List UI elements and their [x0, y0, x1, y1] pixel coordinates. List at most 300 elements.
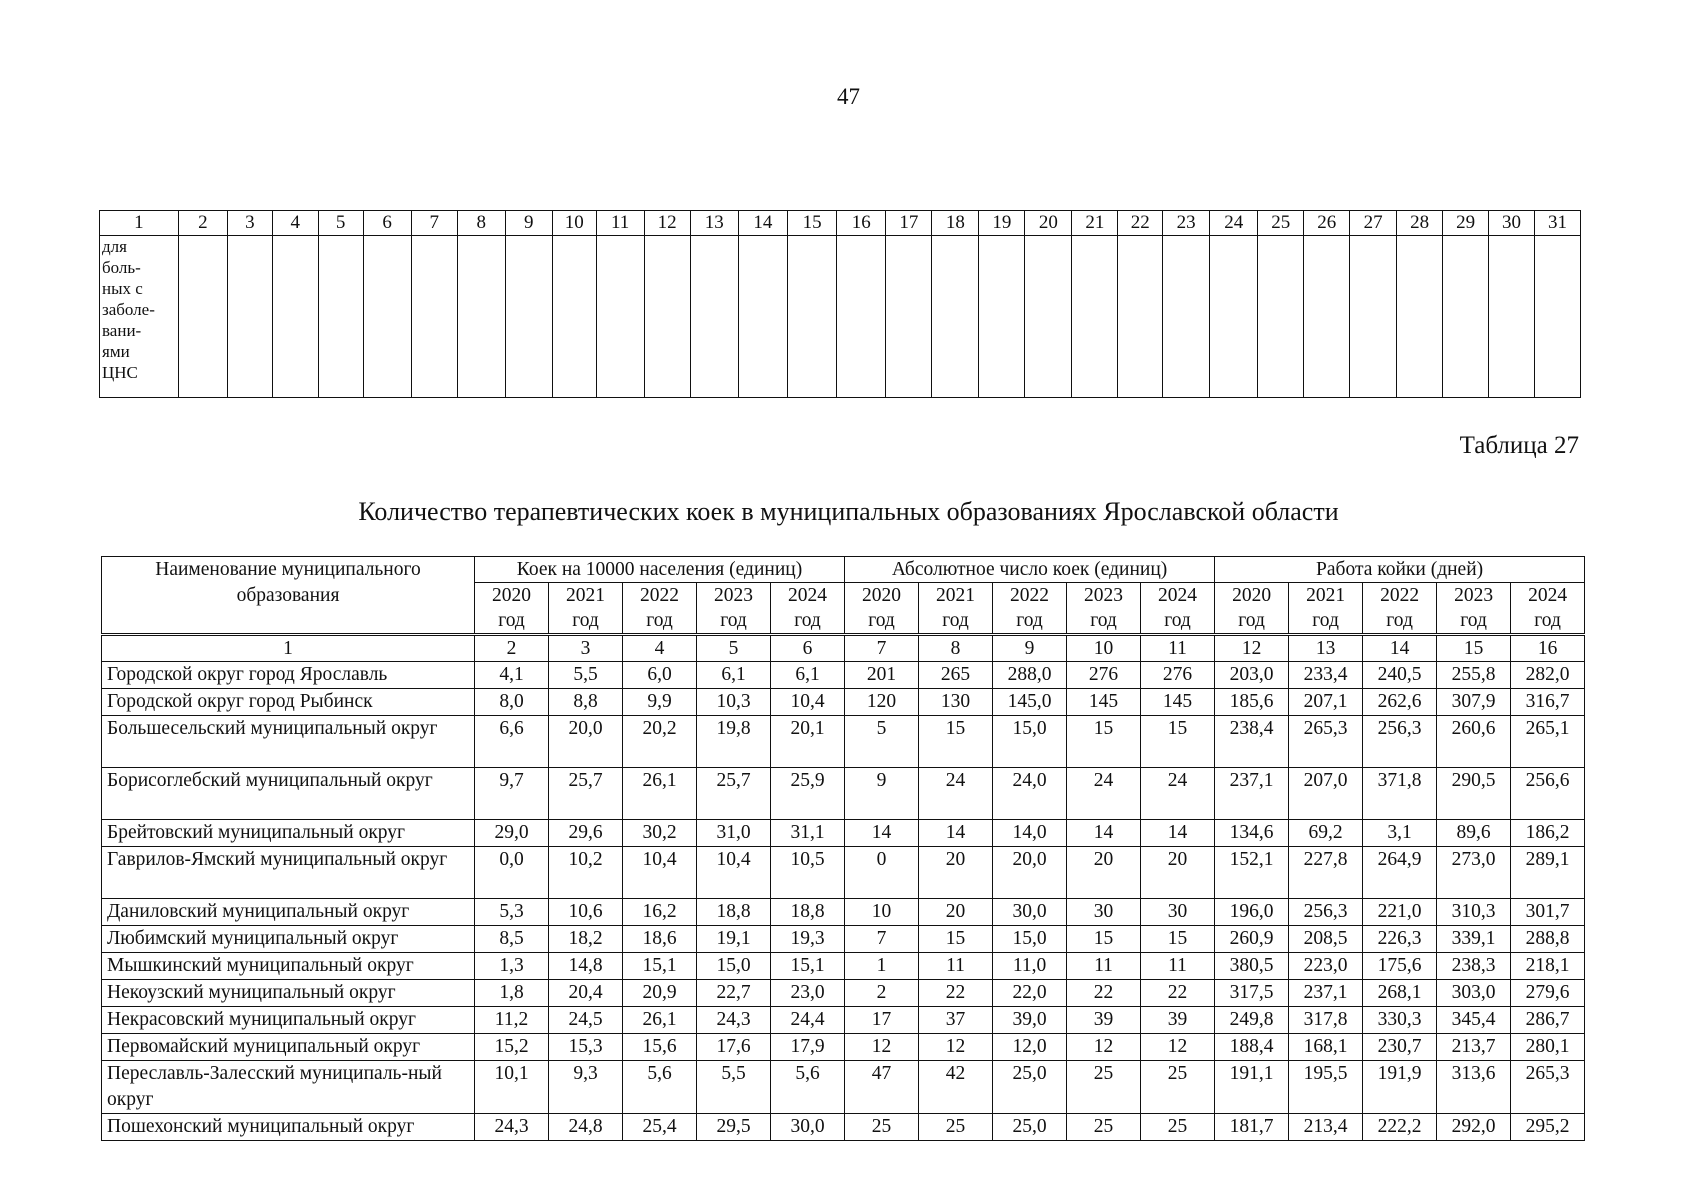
year-header — [697, 583, 771, 635]
value-cell: 181,7 — [1215, 1114, 1289, 1141]
empty-cell — [738, 236, 787, 398]
value-cell: 317,8 — [1289, 1007, 1363, 1034]
value-cell: 14 — [1067, 820, 1141, 847]
year-suffix: год — [646, 610, 673, 631]
column-number: 14 — [738, 211, 787, 236]
value-cell: 265,3 — [1289, 716, 1363, 768]
value-cell: 6,1 — [771, 662, 845, 689]
table-row — [102, 716, 1585, 768]
year-value: 2023 — [1454, 585, 1494, 606]
value-cell: 289,1 — [1511, 847, 1585, 899]
value-cell: 25,7 — [549, 768, 623, 820]
column-number: 9 — [505, 211, 552, 236]
value-cell: 4,1 — [475, 662, 549, 689]
value-cell: 24 — [1141, 768, 1215, 820]
value-cell: 227,8 — [1289, 847, 1363, 899]
value-cell: 15 — [1067, 716, 1141, 768]
name-header-line: образования — [236, 585, 340, 606]
year-suffix: год — [1090, 610, 1117, 631]
value-cell: 31,1 — [771, 820, 845, 847]
value-cell: 203,0 — [1215, 662, 1289, 689]
name-column-header — [102, 557, 475, 635]
column-number: 5 — [318, 211, 363, 236]
value-cell: 25 — [919, 1114, 993, 1141]
page-number: 47 — [837, 84, 860, 109]
year-value: 2024 — [788, 585, 827, 606]
value-cell: 22 — [1067, 980, 1141, 1007]
value-cell: 19,8 — [697, 716, 771, 768]
year-value: 2024 — [1528, 585, 1568, 606]
value-cell: 14,8 — [549, 953, 623, 980]
empty-cell — [1304, 236, 1350, 398]
municipality-name: Переславль-Залесский муниципаль-ный округ — [102, 1061, 475, 1114]
column-number: 11 — [1141, 635, 1215, 662]
empty-cell — [227, 236, 272, 398]
column-number: 10 — [1067, 635, 1141, 662]
value-cell: 7 — [845, 926, 919, 953]
value-cell: 47 — [845, 1061, 919, 1114]
group-header: Работа койки (дней) — [1215, 557, 1585, 583]
value-cell: 8,5 — [475, 926, 549, 953]
row-label-line: заболе- — [102, 300, 155, 319]
value-cell: 230,7 — [1363, 1034, 1437, 1061]
table-number: Таблица 27 — [1459, 432, 1579, 459]
table-row — [102, 980, 1585, 1007]
value-cell: 20 — [919, 899, 993, 926]
municipality-name: Даниловский муниципальный округ — [102, 899, 475, 926]
group-header: Коек на 10000 населения (единиц) — [475, 557, 845, 583]
value-cell: 280,1 — [1511, 1034, 1585, 1061]
table-row — [102, 926, 1585, 953]
column-number: 12 — [1215, 635, 1289, 662]
year-header — [845, 583, 919, 635]
year-header — [1141, 583, 1215, 635]
value-cell: 23,0 — [771, 980, 845, 1007]
column-number: 16 — [837, 211, 886, 236]
value-cell: 24,3 — [697, 1007, 771, 1034]
municipality-name: Некрасовский муниципальный округ — [102, 1007, 475, 1034]
value-cell: 24,4 — [771, 1007, 845, 1034]
value-cell: 25,0 — [993, 1061, 1067, 1114]
header-row-groups — [102, 557, 1585, 583]
empty-cell — [932, 236, 979, 398]
table-row — [102, 768, 1585, 820]
value-cell: 12,0 — [993, 1034, 1067, 1061]
beds-table — [101, 556, 1585, 1141]
value-cell: 24,3 — [475, 1114, 549, 1141]
value-cell: 10,4 — [697, 847, 771, 899]
name-header-line: Наименование муниципального — [155, 559, 421, 580]
value-cell: 24 — [1067, 768, 1141, 820]
value-cell: 288,8 — [1511, 926, 1585, 953]
value-cell: 310,3 — [1437, 899, 1511, 926]
year-suffix: год — [1312, 610, 1339, 631]
empty-cell — [1443, 236, 1489, 398]
value-cell: 39 — [1141, 1007, 1215, 1034]
column-number: 6 — [771, 635, 845, 662]
column-number: 21 — [1072, 211, 1118, 236]
empty-cell — [979, 236, 1025, 398]
value-cell: 15,1 — [771, 953, 845, 980]
row-label-line: вани- — [102, 321, 142, 340]
column-number: 15 — [1437, 635, 1511, 662]
year-header — [1289, 583, 1363, 635]
value-cell: 18,8 — [771, 899, 845, 926]
table-row — [102, 1061, 1585, 1114]
value-cell: 17,9 — [771, 1034, 845, 1061]
value-cell: 279,6 — [1511, 980, 1585, 1007]
value-cell: 145 — [1141, 689, 1215, 716]
continued-table-row — [100, 236, 1581, 398]
year-header — [1363, 583, 1437, 635]
municipality-name: Городской округ город Ярославль — [102, 662, 475, 689]
value-cell: 11 — [919, 953, 993, 980]
year-suffix: год — [1238, 610, 1265, 631]
value-cell: 2 — [845, 980, 919, 1007]
value-cell: 25 — [1141, 1114, 1215, 1141]
year-suffix: год — [1016, 610, 1043, 631]
value-cell: 19,3 — [771, 926, 845, 953]
empty-cell — [272, 236, 318, 398]
year-suffix: год — [720, 610, 747, 631]
value-cell: 330,3 — [1363, 1007, 1437, 1034]
value-cell: 14 — [845, 820, 919, 847]
column-number: 1 — [100, 211, 179, 236]
year-value: 2020 — [862, 585, 902, 606]
value-cell: 30,2 — [623, 820, 697, 847]
column-number: 8 — [919, 635, 993, 662]
column-number: 20 — [1025, 211, 1072, 236]
value-cell: 0,0 — [475, 847, 549, 899]
year-header — [771, 583, 845, 635]
column-number: 22 — [1118, 211, 1163, 236]
value-cell: 265 — [919, 662, 993, 689]
value-cell: 15,2 — [475, 1034, 549, 1061]
value-cell: 255,8 — [1437, 662, 1511, 689]
value-cell: 22,7 — [697, 980, 771, 1007]
value-cell: 10,5 — [771, 847, 845, 899]
value-cell: 24,0 — [993, 768, 1067, 820]
value-cell: 10,1 — [475, 1061, 549, 1114]
value-cell: 1,8 — [475, 980, 549, 1007]
column-number: 28 — [1397, 211, 1443, 236]
value-cell: 303,0 — [1437, 980, 1511, 1007]
column-number: 26 — [1304, 211, 1350, 236]
value-cell: 39 — [1067, 1007, 1141, 1034]
year-suffix: год — [498, 610, 525, 631]
value-cell: 168,1 — [1289, 1034, 1363, 1061]
value-cell: 15 — [919, 716, 993, 768]
table-row — [102, 1007, 1585, 1034]
value-cell: 5,5 — [697, 1061, 771, 1114]
empty-cell — [1535, 236, 1581, 398]
empty-cell — [552, 236, 596, 398]
value-cell: 15 — [919, 926, 993, 953]
value-cell: 29,6 — [549, 820, 623, 847]
value-cell: 10,6 — [549, 899, 623, 926]
empty-cell — [457, 236, 505, 398]
value-cell: 20,4 — [549, 980, 623, 1007]
column-number: 4 — [272, 211, 318, 236]
year-suffix: год — [1534, 610, 1561, 631]
column-number: 17 — [886, 211, 932, 236]
value-cell: 295,2 — [1511, 1114, 1585, 1141]
value-cell: 238,4 — [1215, 716, 1289, 768]
year-header — [623, 583, 697, 635]
value-cell: 273,0 — [1437, 847, 1511, 899]
value-cell: 191,1 — [1215, 1061, 1289, 1114]
column-number: 25 — [1258, 211, 1304, 236]
empty-cell — [1397, 236, 1443, 398]
year-header — [1215, 583, 1289, 635]
value-cell: 30,0 — [993, 899, 1067, 926]
column-number: 2 — [475, 635, 549, 662]
value-cell: 292,0 — [1437, 1114, 1511, 1141]
value-cell: 12 — [919, 1034, 993, 1061]
value-cell: 30 — [1067, 899, 1141, 926]
value-cell: 11 — [1141, 953, 1215, 980]
table-row — [102, 1114, 1585, 1141]
value-cell: 11,2 — [475, 1007, 549, 1034]
value-cell: 10,3 — [697, 689, 771, 716]
value-cell: 10,2 — [549, 847, 623, 899]
value-cell: 207,0 — [1289, 768, 1363, 820]
value-cell: 15,3 — [549, 1034, 623, 1061]
value-cell: 339,1 — [1437, 926, 1511, 953]
value-cell: 134,6 — [1215, 820, 1289, 847]
year-header — [475, 583, 549, 635]
value-cell: 120 — [845, 689, 919, 716]
column-number: 1 — [102, 635, 475, 662]
column-number: 9 — [993, 635, 1067, 662]
value-cell: 185,6 — [1215, 689, 1289, 716]
column-number: 5 — [697, 635, 771, 662]
value-cell: 20 — [1067, 847, 1141, 899]
value-cell: 14,0 — [993, 820, 1067, 847]
value-cell: 307,9 — [1437, 689, 1511, 716]
value-cell: 262,6 — [1363, 689, 1437, 716]
value-cell: 15 — [1141, 716, 1215, 768]
value-cell: 5,3 — [475, 899, 549, 926]
row-label-cell — [100, 236, 179, 398]
value-cell: 25 — [1067, 1114, 1141, 1141]
column-number: 31 — [1535, 211, 1581, 236]
value-cell: 15,0 — [993, 926, 1067, 953]
value-cell: 29,0 — [475, 820, 549, 847]
column-number: 15 — [787, 211, 836, 236]
value-cell: 89,6 — [1437, 820, 1511, 847]
empty-cell — [787, 236, 836, 398]
empty-cell — [1025, 236, 1072, 398]
value-cell: 264,9 — [1363, 847, 1437, 899]
value-cell: 18,2 — [549, 926, 623, 953]
empty-cell — [1163, 236, 1210, 398]
column-number: 11 — [596, 211, 644, 236]
continued-table — [99, 210, 1581, 398]
municipality-name: Гаврилов-Ямский муниципальный округ — [102, 847, 475, 899]
year-value: 2024 — [1158, 585, 1198, 606]
value-cell: 6,6 — [475, 716, 549, 768]
value-cell: 24,8 — [549, 1114, 623, 1141]
row-label-line: ных с — [102, 279, 143, 298]
row-label-line: ями — [102, 342, 130, 361]
year-suffix: год — [868, 610, 895, 631]
value-cell: 268,1 — [1363, 980, 1437, 1007]
value-cell: 25,9 — [771, 768, 845, 820]
value-cell: 15 — [1067, 926, 1141, 953]
year-value: 2020 — [492, 585, 531, 606]
value-cell: 14 — [1141, 820, 1215, 847]
value-cell: 31,0 — [697, 820, 771, 847]
value-cell: 9 — [845, 768, 919, 820]
value-cell: 213,4 — [1289, 1114, 1363, 1141]
column-number: 7 — [845, 635, 919, 662]
value-cell: 0 — [845, 847, 919, 899]
value-cell: 26,1 — [623, 768, 697, 820]
value-cell: 26,1 — [623, 1007, 697, 1034]
value-cell: 15 — [1141, 926, 1215, 953]
value-cell: 256,6 — [1511, 768, 1585, 820]
value-cell: 22,0 — [993, 980, 1067, 1007]
value-cell: 20,0 — [549, 716, 623, 768]
value-cell: 290,5 — [1437, 768, 1511, 820]
value-cell: 29,5 — [697, 1114, 771, 1141]
value-cell: 207,1 — [1289, 689, 1363, 716]
value-cell: 5,5 — [549, 662, 623, 689]
municipality-name: Мышкинский муниципальный округ — [102, 953, 475, 980]
column-number: 30 — [1489, 211, 1535, 236]
year-suffix: год — [572, 610, 599, 631]
value-cell: 5,6 — [623, 1061, 697, 1114]
value-cell: 276 — [1141, 662, 1215, 689]
year-header — [1511, 583, 1585, 635]
column-number: 13 — [690, 211, 738, 236]
value-cell: 25,4 — [623, 1114, 697, 1141]
year-suffix: год — [942, 610, 969, 631]
column-number: 29 — [1443, 211, 1489, 236]
column-number: 8 — [457, 211, 505, 236]
group-header: Абсолютное число коек (единиц) — [845, 557, 1215, 583]
value-cell: 1 — [845, 953, 919, 980]
table-row — [102, 847, 1585, 899]
empty-cell — [644, 236, 690, 398]
value-cell: 15,0 — [697, 953, 771, 980]
year-header — [919, 583, 993, 635]
value-cell: 17 — [845, 1007, 919, 1034]
value-cell: 15,0 — [993, 716, 1067, 768]
table-row — [102, 953, 1585, 980]
column-number: 3 — [227, 211, 272, 236]
value-cell: 260,9 — [1215, 926, 1289, 953]
value-cell: 130 — [919, 689, 993, 716]
empty-cell — [886, 236, 932, 398]
column-number: 6 — [363, 211, 411, 236]
value-cell: 316,7 — [1511, 689, 1585, 716]
column-number-row — [102, 635, 1585, 662]
value-cell: 20,2 — [623, 716, 697, 768]
value-cell: 24,5 — [549, 1007, 623, 1034]
municipality-name: Городской округ город Рыбинск — [102, 689, 475, 716]
table-row — [102, 820, 1585, 847]
year-header — [549, 583, 623, 635]
empty-cell — [318, 236, 363, 398]
continued-table-header-row — [100, 211, 1581, 236]
value-cell: 282,0 — [1511, 662, 1585, 689]
year-suffix: год — [1460, 610, 1487, 631]
year-suffix: год — [794, 610, 821, 631]
table-row — [102, 1034, 1585, 1061]
value-cell: 221,0 — [1363, 899, 1437, 926]
value-cell: 20,0 — [993, 847, 1067, 899]
empty-cell — [690, 236, 738, 398]
value-cell: 345,4 — [1437, 1007, 1511, 1034]
value-cell: 18,8 — [697, 899, 771, 926]
value-cell: 145 — [1067, 689, 1141, 716]
year-value: 2022 — [1380, 585, 1420, 606]
value-cell: 188,4 — [1215, 1034, 1289, 1061]
value-cell: 201 — [845, 662, 919, 689]
column-number: 23 — [1163, 211, 1210, 236]
municipality-name: Любимский муниципальный округ — [102, 926, 475, 953]
value-cell: 18,6 — [623, 926, 697, 953]
year-value: 2022 — [640, 585, 679, 606]
value-cell: 11,0 — [993, 953, 1067, 980]
empty-cell — [1350, 236, 1397, 398]
value-cell: 9,9 — [623, 689, 697, 716]
row-label-line: ЦНС — [102, 363, 138, 382]
value-cell: 12 — [845, 1034, 919, 1061]
value-cell: 222,2 — [1363, 1114, 1437, 1141]
value-cell: 256,3 — [1289, 899, 1363, 926]
empty-cell — [1258, 236, 1304, 398]
value-cell: 175,6 — [1363, 953, 1437, 980]
value-cell: 249,8 — [1215, 1007, 1289, 1034]
year-suffix: год — [1164, 610, 1191, 631]
value-cell: 24 — [919, 768, 993, 820]
value-cell: 260,6 — [1437, 716, 1511, 768]
value-cell: 301,7 — [1511, 899, 1585, 926]
municipality-name: Большесельский муниципальный округ — [102, 716, 475, 768]
value-cell: 25 — [845, 1114, 919, 1141]
column-number: 12 — [644, 211, 690, 236]
value-cell: 195,5 — [1289, 1061, 1363, 1114]
value-cell: 276 — [1067, 662, 1141, 689]
value-cell: 145,0 — [993, 689, 1067, 716]
value-cell: 22 — [1141, 980, 1215, 1007]
value-cell: 371,8 — [1363, 768, 1437, 820]
value-cell: 25,7 — [697, 768, 771, 820]
value-cell: 10,4 — [771, 689, 845, 716]
empty-cell — [178, 236, 227, 398]
column-number: 19 — [979, 211, 1025, 236]
column-number: 2 — [178, 211, 227, 236]
column-number: 4 — [623, 635, 697, 662]
value-cell: 265,1 — [1511, 716, 1585, 768]
value-cell: 10,4 — [623, 847, 697, 899]
value-cell: 20,9 — [623, 980, 697, 1007]
value-cell: 286,7 — [1511, 1007, 1585, 1034]
value-cell: 20 — [919, 847, 993, 899]
value-cell: 237,1 — [1215, 768, 1289, 820]
year-suffix: год — [1386, 610, 1413, 631]
value-cell: 380,5 — [1215, 953, 1289, 980]
value-cell: 20,1 — [771, 716, 845, 768]
column-number: 14 — [1363, 635, 1437, 662]
year-value: 2022 — [1010, 585, 1050, 606]
value-cell: 191,9 — [1363, 1061, 1437, 1114]
municipality-name: Пошехонский муниципальный округ — [102, 1114, 475, 1141]
value-cell: 42 — [919, 1061, 993, 1114]
